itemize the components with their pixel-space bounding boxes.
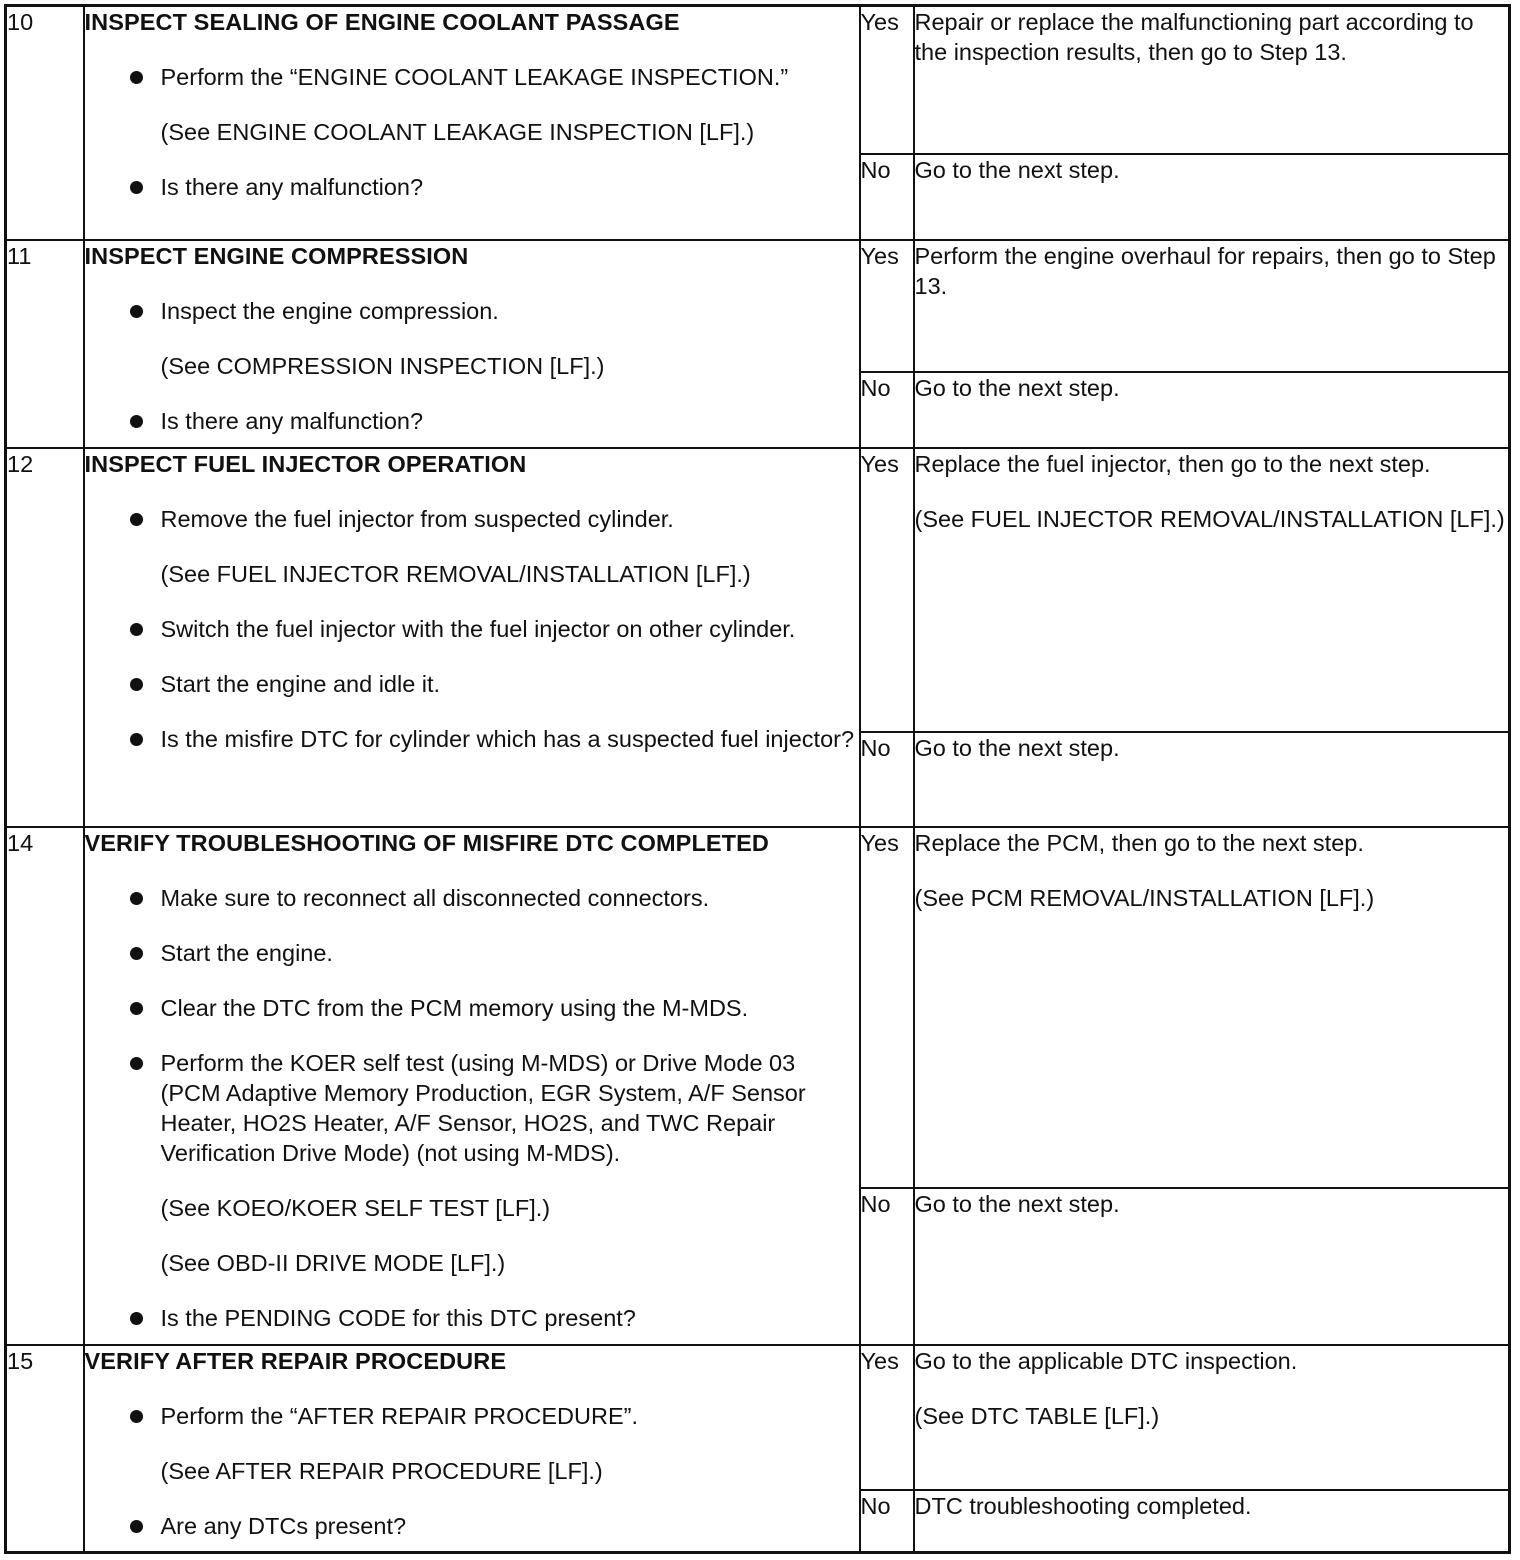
- step-number: 12: [6, 448, 84, 826]
- yes-action-text: (See PCM REMOVAL/INSTALLATION [LF].): [914, 884, 1375, 911]
- no-action: [914, 732, 1510, 826]
- step-row-yes: [6, 1345, 1510, 1491]
- step-item-list: [85, 296, 859, 436]
- yes-action: [914, 6, 1510, 155]
- no-action-text: Go to the next step.: [914, 157, 1120, 184]
- step-procedure: [84, 240, 860, 448]
- step-bullet-item: Make sure to reconnect all disconnected connectors.: [85, 883, 859, 913]
- step-bullet-item: Switch the fuel injector with the fuel injector on other cylinder.: [85, 614, 859, 644]
- step-reference-item: (See ENGINE COOLANT LEAKAGE INSPECTION [LF].): [160, 119, 755, 145]
- yes-action-text: Go to the applicable DTC inspection.: [914, 1347, 1298, 1374]
- yes-action-text: Replace the PCM, then go to the next step.: [914, 829, 1364, 856]
- answer-yes-label: Yes: [860, 6, 914, 155]
- step-reference-item: (See KOEO/KOER SELF TEST [LF].): [160, 1194, 551, 1221]
- step-title: INSPECT ENGINE COMPRESSION: [84, 243, 469, 270]
- no-action: [914, 154, 1510, 240]
- yes-action-text: Replace the fuel injector, then go to the next step.: [914, 451, 1431, 478]
- answer-no-label: No: [860, 732, 914, 826]
- step-item-list: [85, 1401, 859, 1541]
- step-bullet-item: Is there any malfunction?: [85, 406, 859, 436]
- yes-action: [914, 240, 1510, 372]
- step-bullet-item: Is the misfire DTC for cylinder which has a suspected fuel injector?: [85, 724, 859, 754]
- no-action-text: DTC troubleshooting completed.: [914, 1493, 1252, 1520]
- troubleshooting-table: [4, 4, 1511, 1554]
- step-bullet-item: Are any DTCs present?: [85, 1511, 859, 1541]
- step-bullet-item: Perform the “ENGINE COOLANT LEAKAGE INSPECTION.”: [85, 62, 859, 92]
- step-procedure: [84, 827, 860, 1345]
- step-number: 10: [6, 6, 84, 241]
- step-procedure: [84, 6, 860, 241]
- yes-action-text: (See FUEL INJECTOR REMOVAL/INSTALLATION [LF].): [914, 506, 1505, 533]
- step-reference-item: (See FUEL INJECTOR REMOVAL/INSTALLATION [LF].): [160, 561, 751, 588]
- step-reference-item: (See OBD-II DRIVE MODE [LF].): [160, 1249, 506, 1276]
- step-number: 14: [6, 827, 84, 1345]
- yes-action: [914, 1345, 1510, 1491]
- no-action-text: Go to the next step.: [914, 374, 1120, 401]
- yes-action: [914, 827, 1510, 1188]
- no-action: [914, 1490, 1510, 1552]
- no-action-text: Go to the next step.: [914, 735, 1120, 762]
- yes-action-text: (See DTC TABLE [LF].): [914, 1402, 1160, 1429]
- step-bullet-item: Start the engine.: [85, 938, 859, 968]
- step-bullet-item: Clear the DTC from the PCM memory using the M-MDS.: [85, 993, 859, 1023]
- step-item-list: [85, 883, 859, 1333]
- answer-yes-label: Yes: [860, 1345, 914, 1491]
- step-row-yes: [6, 6, 1510, 155]
- answer-no-label: No: [860, 154, 914, 240]
- step-bullet-item: Perform the KOER self test (using M-MDS) or Drive Mode 03 (PCM Adaptive Memory Production, EGR System, A/F Sensor Heater, HO2S Heater, A/F Sensor, HO2S, and TWC Repair Verification Drive Mode) (not using M-MDS).: [85, 1048, 859, 1168]
- step-bullet-item: Is the PENDING CODE for this DTC present?: [85, 1303, 859, 1333]
- no-action-text: Go to the next step.: [914, 1191, 1120, 1218]
- yes-action-text: Perform the engine overhaul for repairs, then go to Step 13.: [914, 243, 1496, 300]
- answer-yes-label: Yes: [860, 240, 914, 372]
- step-row-yes: [6, 827, 1510, 1188]
- step-title: VERIFY AFTER REPAIR PROCEDURE: [84, 1347, 507, 1374]
- answer-yes-label: Yes: [860, 448, 914, 732]
- step-bullet-item: Start the engine and idle it.: [85, 669, 859, 699]
- yes-action: [914, 448, 1510, 732]
- answer-no-label: No: [860, 1188, 914, 1345]
- step-reference-item: (See AFTER REPAIR PROCEDURE [LF].): [160, 1457, 603, 1484]
- step-procedure: [84, 1345, 860, 1553]
- yes-action-text: Repair or replace the malfunctioning part according to the inspection results, then go to Step 13.: [914, 9, 1474, 65]
- step-bullet-item: Is there any malfunction?: [85, 172, 859, 202]
- step-title: INSPECT SEALING OF ENGINE COOLANT PASSAGE: [84, 9, 680, 35]
- step-item-list: [85, 62, 859, 202]
- no-action: [914, 1188, 1510, 1345]
- step-title: VERIFY TROUBLESHOOTING OF MISFIRE DTC COMPLETED: [84, 829, 769, 856]
- step-title: INSPECT FUEL INJECTOR OPERATION: [84, 451, 527, 478]
- no-action: [914, 372, 1510, 448]
- step-procedure: [84, 448, 860, 826]
- step-row-yes: [6, 448, 1510, 732]
- step-row-yes: [6, 240, 1510, 372]
- answer-yes-label: Yes: [860, 827, 914, 1188]
- step-number: 11: [6, 240, 84, 448]
- step-reference-item: (See COMPRESSION INSPECTION [LF].): [160, 353, 605, 380]
- step-number: 15: [6, 1345, 84, 1553]
- step-bullet-item: Inspect the engine compression.: [85, 296, 859, 326]
- answer-no-label: No: [860, 372, 914, 448]
- step-bullet-item: Remove the fuel injector from suspected cylinder.: [85, 504, 859, 534]
- step-bullet-item: Perform the “AFTER REPAIR PROCEDURE”.: [85, 1401, 859, 1431]
- answer-no-label: No: [860, 1490, 914, 1552]
- step-item-list: [85, 504, 859, 754]
